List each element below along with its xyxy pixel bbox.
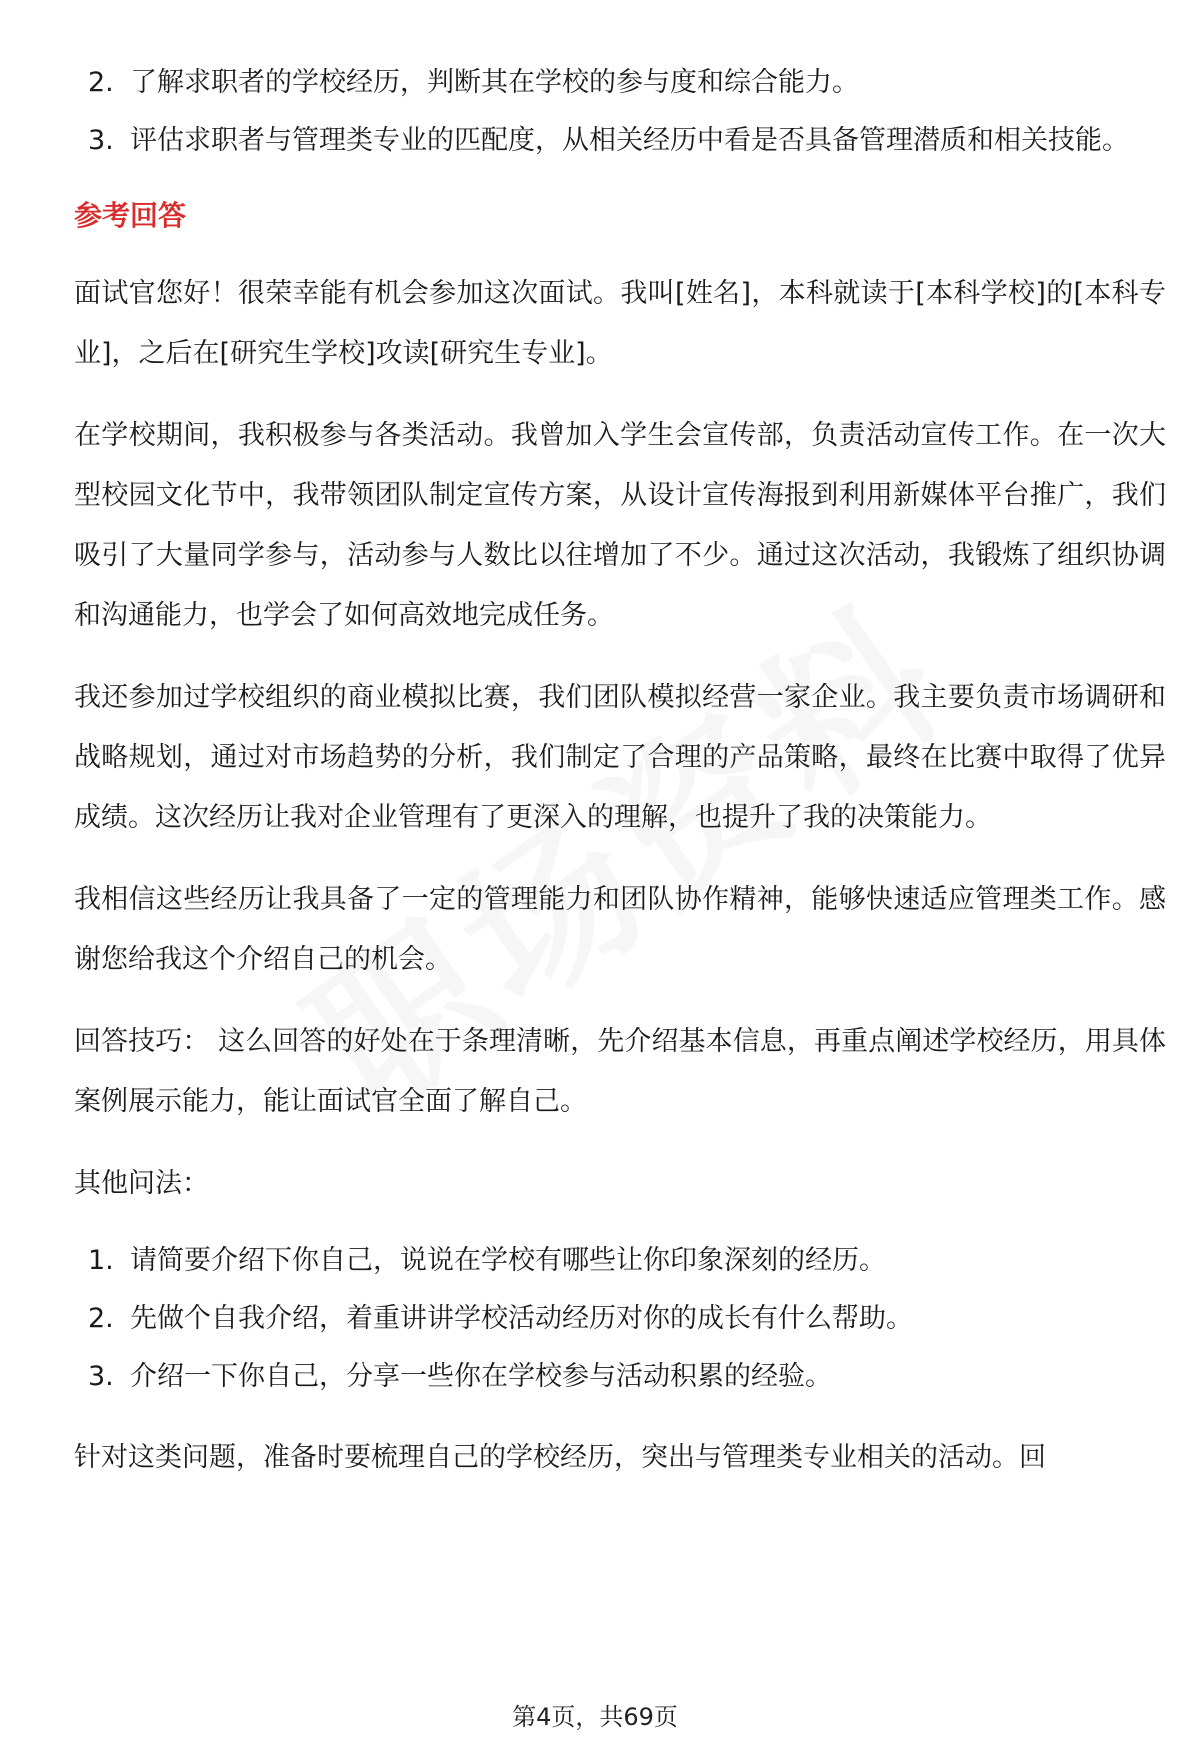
- other-questions-label: 其他问法：: [74, 1168, 209, 1199]
- list-text: 请简要介绍下你自己，说说在学校有哪些让你印象深刻的经历。: [130, 1245, 886, 1276]
- list-item: [74, 1290, 1166, 1348]
- document-page: [74, 0, 1166, 1488]
- answer-paragraph: 面试官您好！很荣幸能有机会参加这次面试。我叫[姓名]，本科就读于[本科学校]的[本科专业]，之后在[研究生学校]攻读[研究生专业]。: [74, 278, 1166, 369]
- answer-paragraph: 我相信这些经历让我具备了一定的管理能力和团队协作精神，能够快速适应管理类工作。感谢您给我这个介绍自己的机会。: [74, 884, 1166, 975]
- closing-paragraph: 针对这类问题，准备时要梳理自己的学校经历，突出与管理类专业相关的活动。回: [74, 1442, 1046, 1473]
- list-item: [74, 1348, 1166, 1406]
- list-item: [74, 54, 1166, 112]
- list-text: 了解求职者的学校经历，判断其在学校的参与度和综合能力。: [130, 67, 859, 98]
- list-number: 1.: [88, 1245, 114, 1276]
- list-number: 2.: [88, 67, 114, 98]
- list-number: 2.: [88, 1303, 114, 1334]
- list-number: 3.: [88, 1361, 114, 1392]
- list-text: 介绍一下你自己，分享一些你在学校参与活动积累的经验。: [130, 1361, 832, 1392]
- answer-paragraph: 我还参加过学校组织的商业模拟比赛，我们团队模拟经营一家企业。我主要负责市场调研和战略规划，通过对市场趋势的分析，我们制定了合理的产品策略，最终在比赛中取得了优异成绩。这次经历让我对企业管理有了更深入的理解，也提升了我的决策能力。: [74, 682, 1166, 833]
- section-heading: 参考回答: [74, 199, 187, 232]
- answer-paragraph: 在学校期间，我积极参与各类活动。我曾加入学生会宣传部，负责活动宣传工作。在一次大型校园文化节中，我带领团队制定宣传方案，从设计宣传海报到利用新媒体平台推广，我们吸引了大量同学参与，活动参与人数比以往增加了不少。通过这次活动，我锻炼了组织协调和沟通能力，也学会了如何高效地完成任务。: [74, 420, 1166, 631]
- other-questions-list: [74, 1232, 1166, 1406]
- list-text: 先做个自我介绍，着重讲讲学校活动经历对你的成长有什么帮助。: [130, 1303, 913, 1334]
- top-list: [74, 54, 1166, 170]
- list-text: 评估求职者与管理类专业的匹配度，从相关经历中看是否具备管理潜质和相关技能。: [130, 125, 1129, 156]
- tip-paragraph: 回答技巧： 这么回答的好处在于条理清晰，先介绍基本信息，再重点阐述学校经历，用具体案例展示能力，能让面试官全面了解自己。: [74, 1026, 1166, 1117]
- page-footer: 第4页，共69页: [512, 1703, 678, 1731]
- list-item: [74, 112, 1166, 170]
- list-item: [74, 1232, 1166, 1290]
- list-number: 3.: [88, 125, 114, 156]
